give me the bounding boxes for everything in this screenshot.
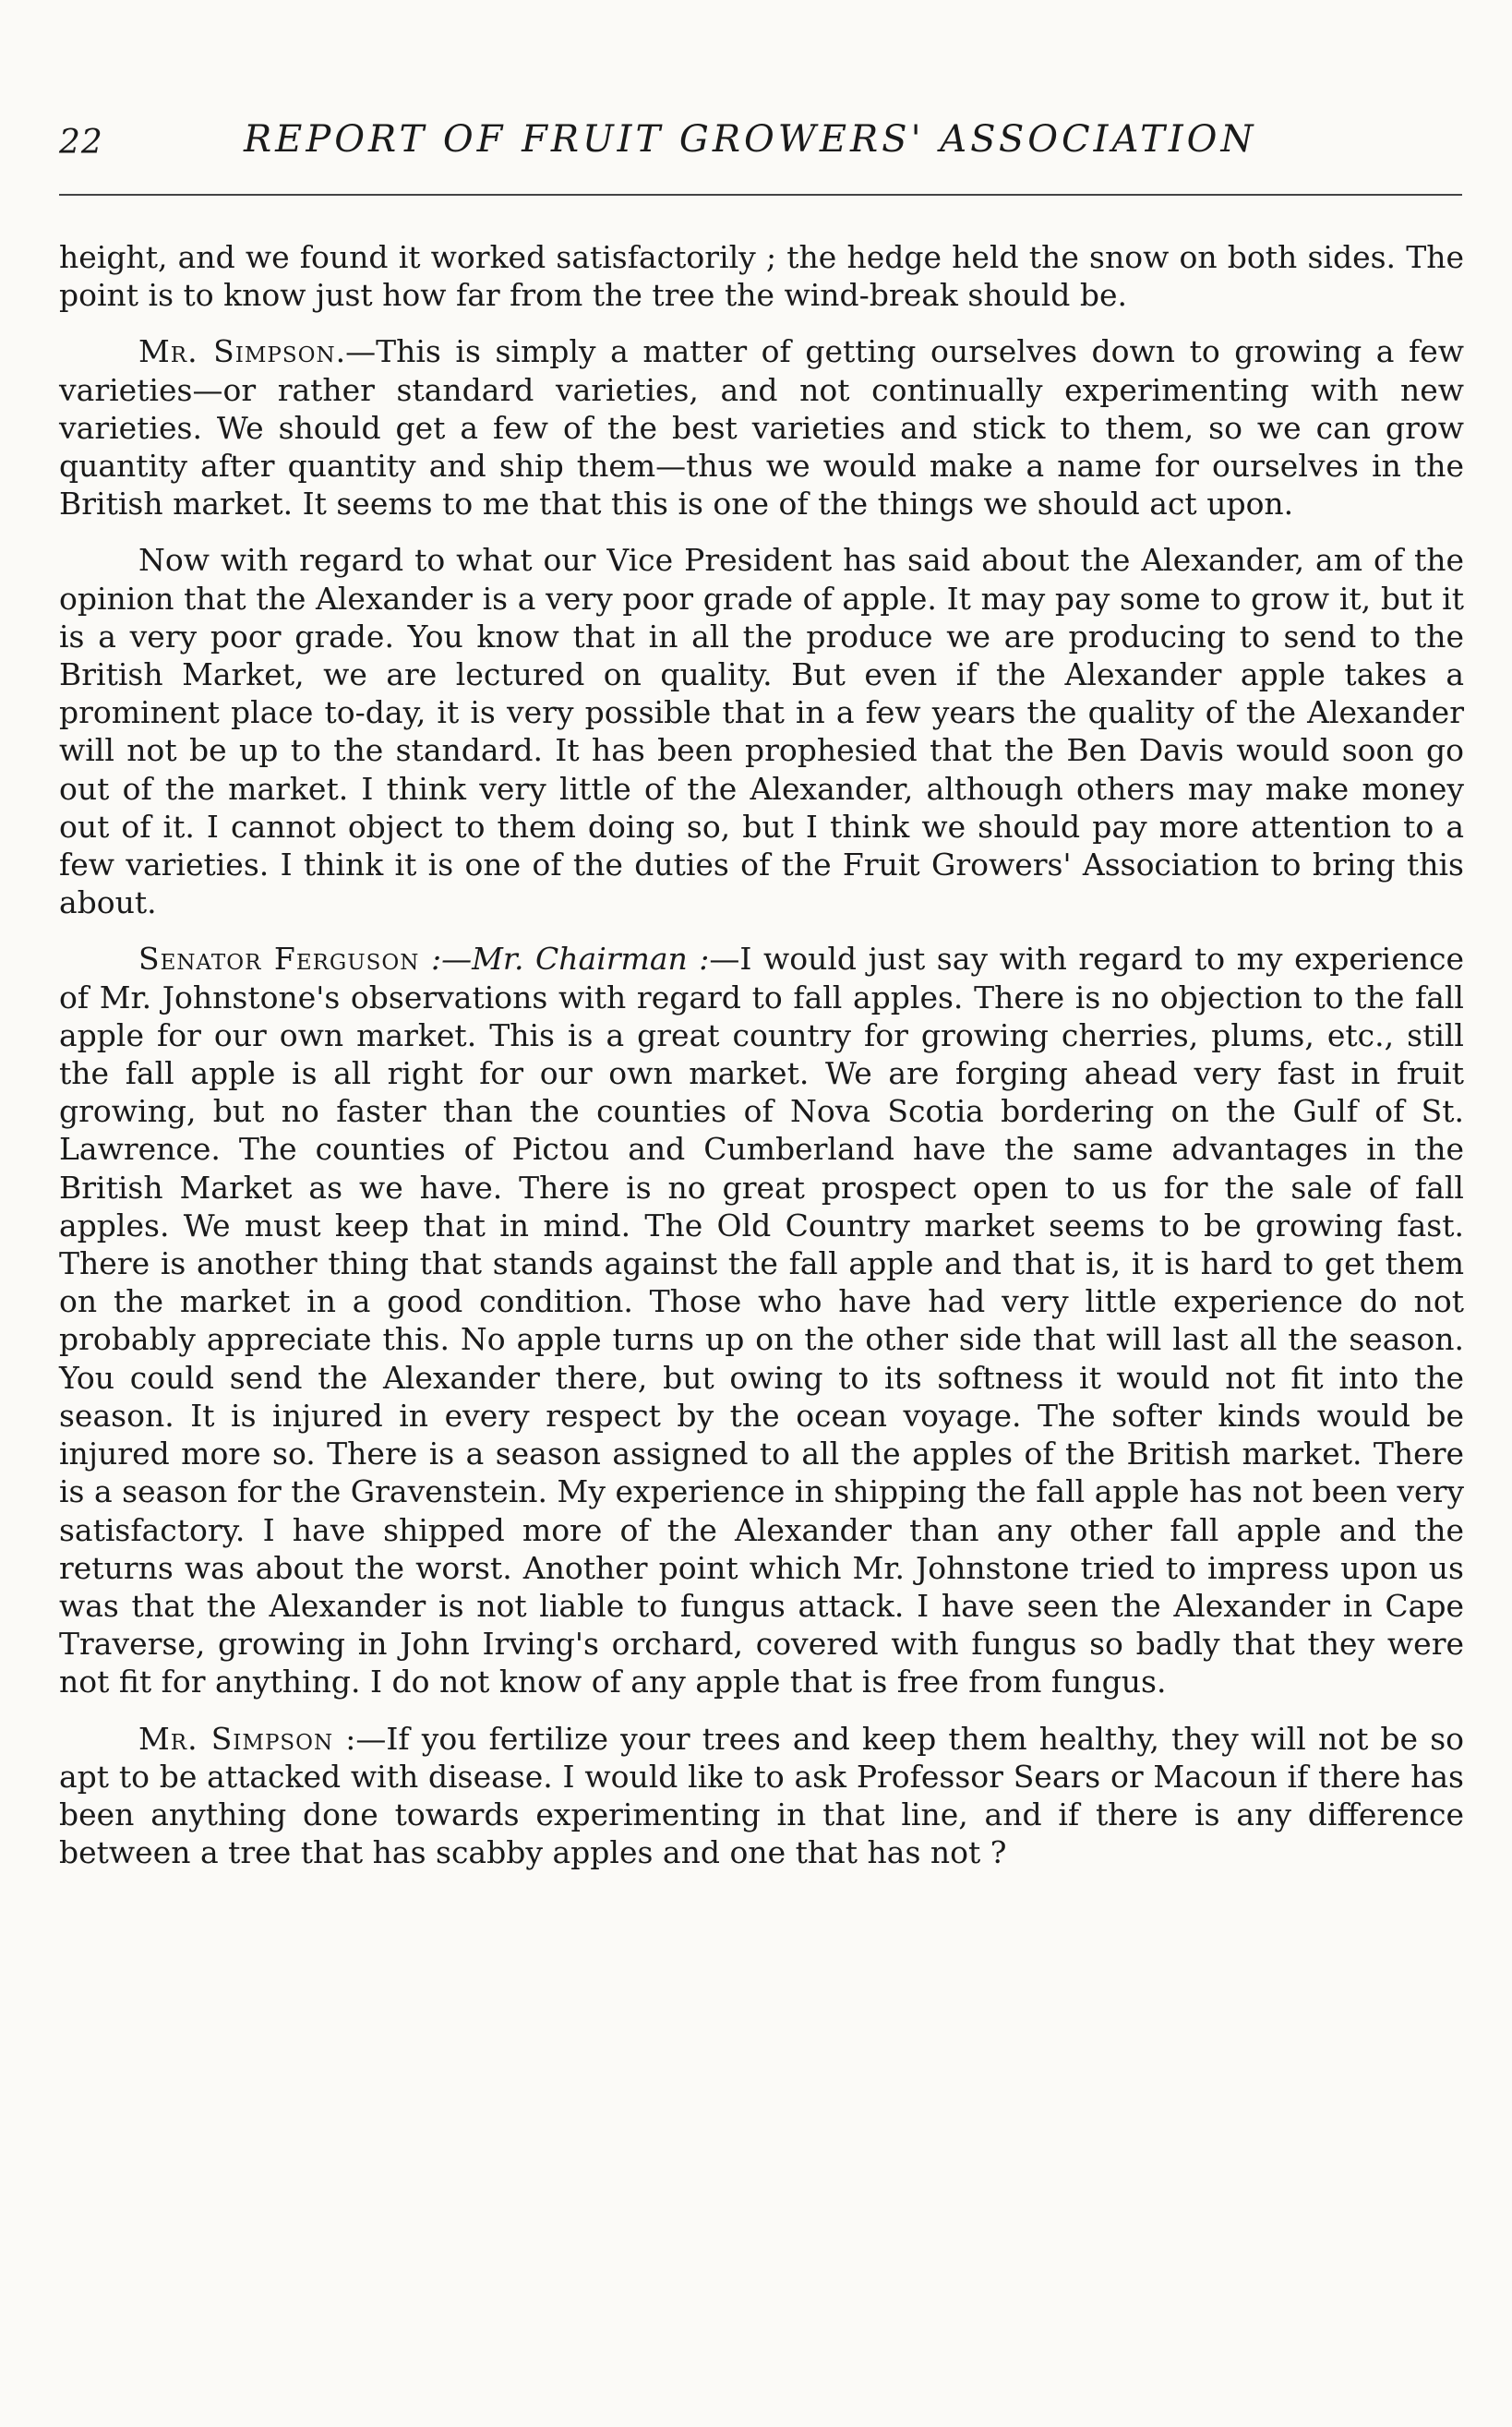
speaker-name: Senator Ferguson bbox=[138, 941, 420, 978]
body-text bbox=[59, 238, 1464, 1890]
paragraph-text: height, and we found it worked satisfactorily ; the hedge held the snow on both sides. The point is to know just how far from the tree the wind-break should be. bbox=[59, 239, 1464, 314]
paragraph-3 bbox=[59, 541, 1464, 921]
paragraph-text: .—This is simply a matter of getting ourselves down to growing a few varieties—or rather standard varieties, and not continually experimenting with new varieties. We should get a few of the best varieties and stick to them, so we can grow quantity after quantity and ship them—thus we would make a name for ourselves in the British market. It seems to me that this is one of the things we should act upon. bbox=[59, 333, 1464, 523]
paragraph-text: Now with regard to what our Vice President has said about the Alexander, am of the opinion that the Alexander is a very poor grade of apple. It may pay some to grow it, but it is a very poor grade. You know that in all the produce we are producing to send to the British Market, we are lectured on quality. But even if the Alexander apple takes a prominent place to-day, it is very possible that in a few years the quality of the Alexander will not be up to the standard. It has been prophesied that the Ben Davis would soon go out of the market. I think very little of the Alexander, although others may make money out of it. I cannot object to them doing so, but I think we should pay more attention to a few varieties. I think it is one of the duties of the Fruit Growers' Association to bring this about. bbox=[59, 542, 1464, 921]
paragraph-4 bbox=[59, 940, 1464, 1700]
speaker-address: :—Mr. Chairman : bbox=[419, 941, 710, 978]
running-title: REPORT OF FRUIT GROWERS' ASSOCIATION bbox=[244, 118, 1257, 161]
paragraph-1 bbox=[59, 238, 1464, 314]
paragraph-text: :—If you fertilize your trees and keep them healthy, they will not be so apt to be attacked with disease. I would like to ask Professor Sears or Macoun if there has been anything done towards experimenting in that line, and if there is any difference between a tree that has scabby apples and one that has not ? bbox=[59, 1720, 1464, 1871]
speaker-name: Mr. Simpson bbox=[138, 333, 336, 370]
paragraph-text: —I would just say with regard to my experience of Mr. Johnstone's observations with regard to fall apples. There is no objection to the fall apple for our own market. This is a great country for growing cherries, plums, etc., still the fall apple is all right for our own market. We are forging ahead very fast in fruit growing, but no faster than the counties of Nova Scotia bordering on the Gulf of St. Lawrence. The counties of Pictou and Cumberland have the same advantages in the British Market as we have. There is no great prospect open to us for the sale of fall apples. We must keep that in mind. The Old Country market seems to be growing fast. There is another thing that stands against the fall apple and that is, it is hard to get them on the market in a good condition. Those who have had very little experience do not probably appreciate this. No apple turns up on the other side that will last all the season. You could send the Alexander there, but owing to its softness it would not fit into the season. It is injured in every respect by the ocean voyage. The softer kinds would be injured more so. There is a season assigned to all the apples of the British market. There is a season for the Gravenstein. My experience in shipping the fall apple has not been very satisfactory. I have shipped more of the Alexander than any other fall apple and the returns was about the worst. Another point which Mr. Johnstone tried to impress upon us was that the Alexander is not liable to fungus attack. I have seen the Alexander in Cape Traverse, growing in John Irving's orchard, covered with fungus so badly that they were not fit for anything. I do not know of any apple that is free from fungus. bbox=[59, 941, 1464, 1700]
header-rule bbox=[59, 194, 1462, 196]
page-number: 22 bbox=[59, 124, 103, 162]
speaker-name: Mr. Simpson bbox=[138, 1720, 334, 1757]
paragraph-5 bbox=[59, 1720, 1464, 1872]
page-header bbox=[59, 118, 1471, 174]
paragraph-2 bbox=[59, 332, 1464, 523]
